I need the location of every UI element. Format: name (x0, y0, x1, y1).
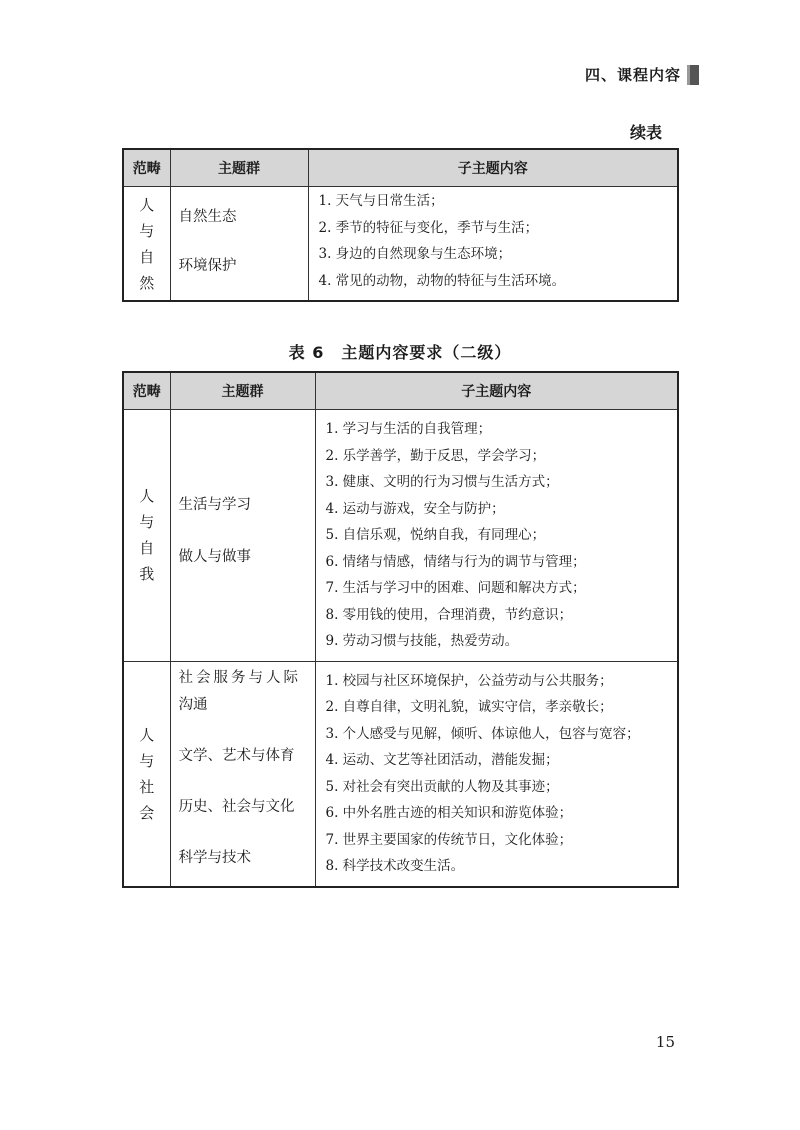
list-item: 7. 生活与学习中的困难、问题和解决方式； (325, 580, 586, 596)
list-item: 3. 个人感受与见解，倾听、体谅他人，包容与宽容； (325, 725, 640, 742)
theme-item: 生活与学习 (178, 497, 251, 513)
list-item: 9. 劳动习惯与技能，热爱劳动。 (325, 633, 519, 649)
theme-group-cell (170, 661, 315, 887)
subtheme-cell (315, 410, 678, 662)
list-item: 7. 世界主要国家的传统节日，文化体验； (325, 831, 573, 848)
theme-item: 文学、艺术与体育 (178, 747, 295, 764)
theme-item: 历史、社会与文化 (178, 798, 295, 815)
list-item: 6. 中外名胜古迹的相关知识和游览体验； (325, 805, 573, 821)
list-item: 8. 零用钱的使用，合理消费，节约意识； (325, 606, 573, 623)
list-item: 2. 乐学善学，勤于反思，学会学习； (325, 447, 546, 464)
list-item: 1. 校园与社区环境保护，公益劳动与公共服务； (325, 672, 613, 689)
header-theme-group: 主题群 (170, 149, 308, 187)
list-item: 2. 自尊自律，文明礼貌，诚实守信，孝亲敬长； (325, 699, 613, 715)
list-item: 4. 运动与游戏，安全与防护； (325, 500, 505, 517)
theme-group-cell (170, 187, 308, 302)
table-6 (122, 371, 679, 888)
theme-item: 社会服务与人际 (178, 669, 301, 686)
list-item: 4. 常见的动物，动物的特征与生活环境。 (318, 272, 566, 289)
category-cell: 人 与 自 我 (123, 410, 170, 662)
table-row (123, 661, 678, 887)
list-item: 5. 自信乐观，悦纳自我，有同理心； (325, 527, 546, 543)
list-item: 1. 学习与生活的自我管理； (325, 421, 492, 437)
list-item: 8. 科学技术改变生活。 (325, 858, 465, 874)
list-item: 2. 季节的特征与变化，季节与生活； (318, 219, 539, 236)
subtheme-cell (315, 661, 678, 887)
section-title: 四、课程内容 (584, 66, 681, 84)
header-bar-mark (687, 65, 699, 85)
theme-item: 做人与做事 (178, 549, 251, 565)
list-item: 4. 运动、文艺等社团活动，潜能发掘； (325, 752, 559, 768)
header-category: 范畴 (123, 149, 170, 187)
theme-item: 沟通 (178, 696, 208, 713)
list-item: 3. 健康、文明的行为习惯与生活方式； (325, 474, 559, 490)
page-number: 15 (655, 1033, 675, 1051)
theme-item: 自然生态 (178, 209, 237, 225)
list-item: 6. 情绪与情感，情绪与行为的调节与管理； (325, 553, 586, 570)
subtheme-cell (308, 187, 678, 302)
theme-item: 科学与技术 (178, 849, 251, 866)
list-item: 1. 天气与日常生活； (318, 193, 444, 209)
list-item: 5. 对社会有突出贡献的人物及其事迹； (325, 778, 559, 795)
continued-table (122, 148, 679, 302)
continued-label: 续表 (629, 123, 662, 142)
theme-item: 环境保护 (178, 258, 237, 274)
table-row (123, 410, 678, 662)
theme-group-cell (170, 410, 315, 662)
header-subtheme: 子主题内容 (308, 149, 678, 187)
table-6-title: 表 6 主题内容要求（二级） (288, 343, 512, 362)
category-cell: 人 与 社 会 (123, 661, 170, 887)
category-cell: 人 与 自 然 (123, 187, 170, 302)
header-theme-group: 主题群 (170, 372, 315, 410)
list-item: 3. 身边的自然现象与生态环境； (318, 246, 512, 262)
header-category: 范畴 (123, 372, 170, 410)
running-header (585, 64, 699, 85)
header-subtheme: 子主题内容 (315, 372, 678, 410)
